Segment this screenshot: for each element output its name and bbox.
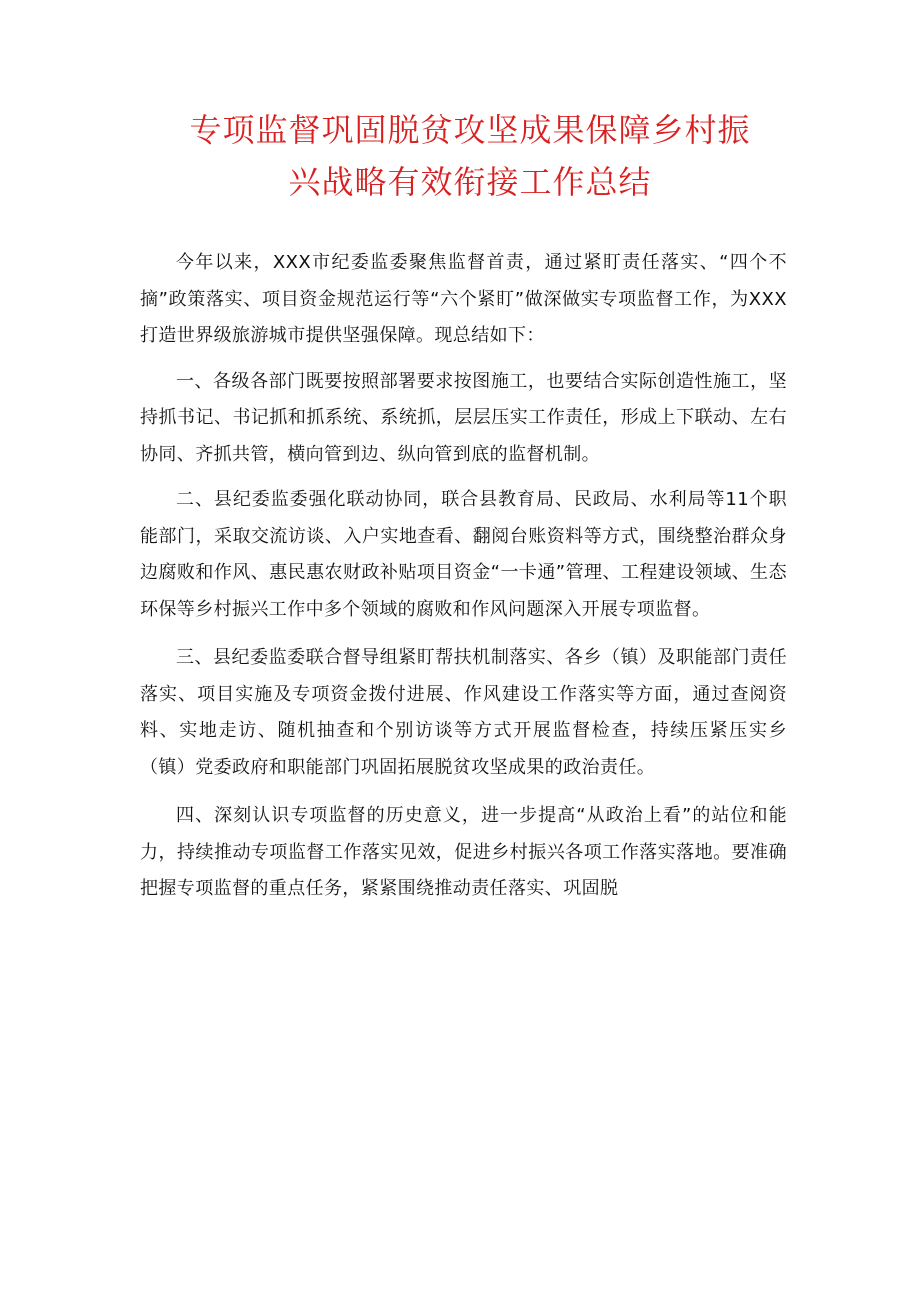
paragraph-1: 一、各级各部门既要按照部署要求按图施工，也要结合实际创造性施工，坚持抓书记、书记抓和抓系统、系统抓，层层压实工作责任，形成上下联动、左右协同、齐抓共管，横向管到边、纵向管到底的监督机制。 [140, 370, 787, 465]
document-title-line-2: 兴战略有效衔接工作总结 [288, 163, 652, 201]
document-body [140, 245, 787, 908]
document-title-line-1: 专项监督巩固脱贫攻坚成果保障乡村振 [189, 111, 751, 149]
paragraph-intro: 今年以来，XXX市纪委监委聚焦监督首责，通过紧盯责任落实、“四个不摘”政策落实、项目资金规范运行等“六个紧盯”做深做实专项监督工作，为XXX打造世界级旅游城市提供坚强保障。现总结如下： [140, 252, 787, 346]
paragraph-3: 三、县纪委监委联合督导组紧盯帮扶机制落实、各乡（镇）及职能部门责任落实、项目实施及专项资金拨付进展、作风建设工作落实等方面，通过查阅资料、实地走访、随机抽查和个别访谈等方式开展监督检查，持续压紧压实乡（镇）党委政府和职能部门巩固拓展脱贫攻坚成果的政治责任。 [140, 647, 787, 778]
paragraph-2: 二、县纪委监委强化联动协同，联合县教育局、民政局、水利局等11个职能部门，采取交流访谈、入户实地查看、翻阅台账资料等方式，围绕整治群众身边腐败和作风、惠民惠农财政补贴项目资金“一卡通”管理、工程建设领域、生态环保等乡村振兴工作中多个领域的腐败和作风问题深入开展专项监督。 [140, 489, 787, 620]
document-title [140, 104, 800, 208]
paragraph-4: 四、深刻认识专项监督的历史意义，进一步提高“从政治上看”的站位和能力，持续推动专项监督工作落实见效，促进乡村振兴各项工作落实落地。要准确把握专项监督的重点任务，紧紧围绕推动责任落实、巩固脱 [140, 805, 787, 899]
